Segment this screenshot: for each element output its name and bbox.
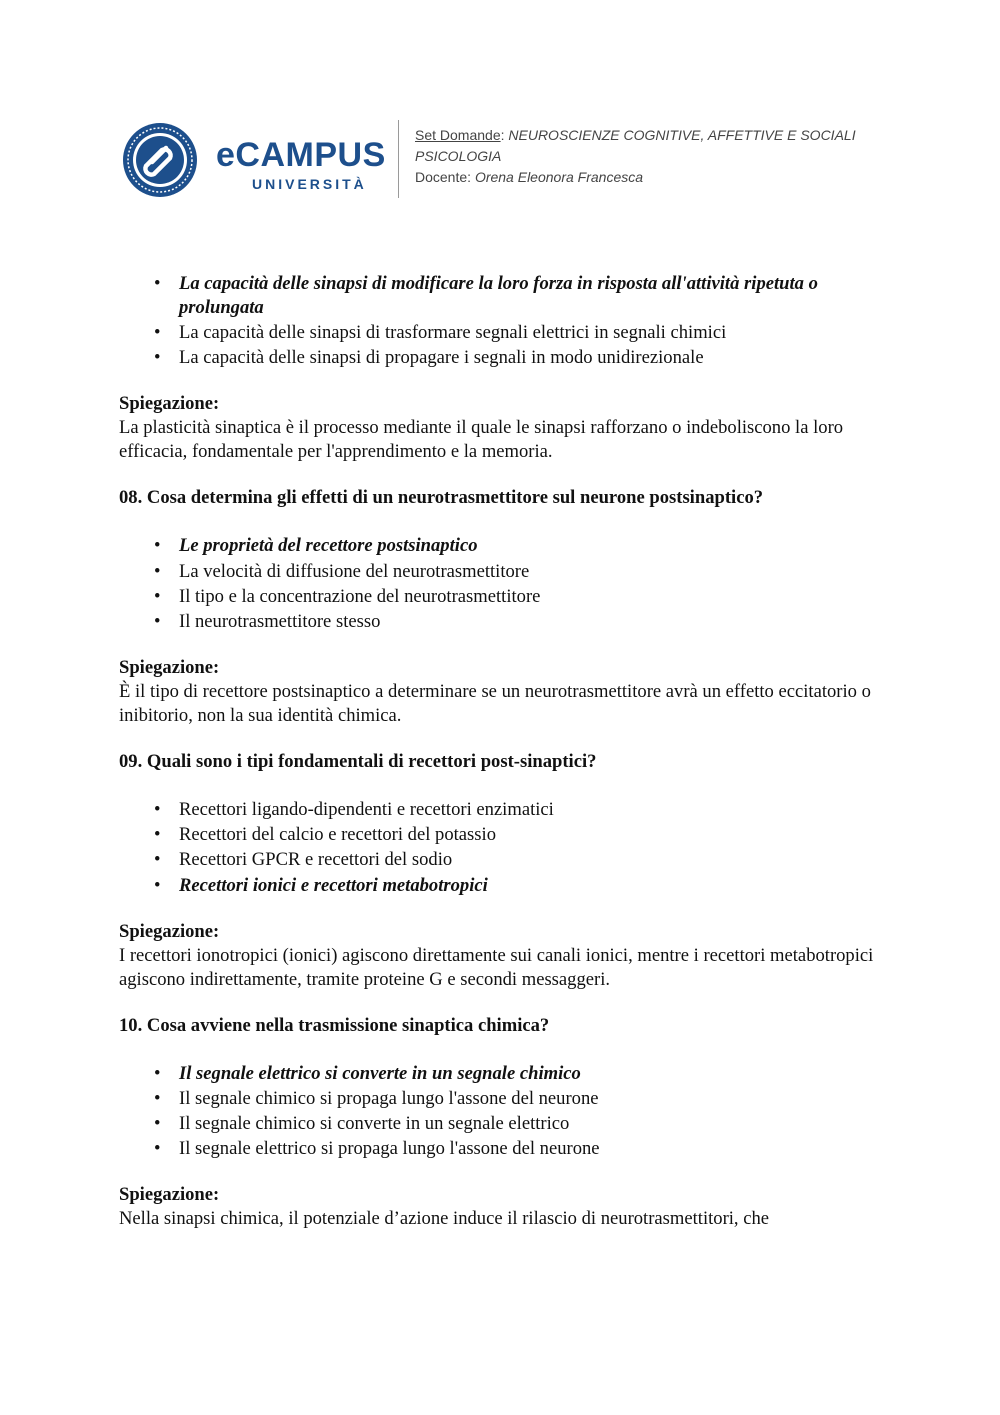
- option-item: [119, 321, 879, 345]
- option-list: [119, 798, 879, 898]
- option-item: [119, 560, 879, 584]
- option-item: [119, 1112, 879, 1136]
- bullet: •: [154, 874, 161, 896]
- option-item: [119, 874, 879, 898]
- bullet: •: [154, 560, 161, 582]
- bullet: •: [154, 273, 161, 294]
- option-text: La velocità di diffusione del neurotrasmettitore: [179, 560, 530, 582]
- option-item: [119, 1087, 879, 1111]
- logo-wordmark: eCAMPUS: [216, 136, 386, 174]
- option-item: [119, 346, 879, 370]
- option-list: [119, 534, 879, 634]
- question-title: 08. Cosa determina gli effetti di un neurotrasmettitore sul neurone postsinaptico?: [119, 487, 764, 509]
- option-list: [119, 1062, 879, 1162]
- header-divider: [398, 120, 399, 198]
- option-item: [119, 1137, 879, 1161]
- document-body: [119, 272, 879, 1231]
- option-text: La capacità delle sinapsi di propagare i segnali in modo unidirezionale: [179, 347, 704, 369]
- teacher-label: Docente: [415, 169, 468, 185]
- explanation-text: Nella sinapsi chimica, il potenziale d’azione induce il rilascio di neurotrasmettitori, che: [119, 1208, 770, 1230]
- explanation-title: Spiegazione:: [119, 920, 220, 942]
- question-title: 09. Quali sono i tipi fondamentali di recettori post-sinaptici?: [119, 750, 597, 772]
- option-item: [119, 1062, 879, 1086]
- logo-subtitle: UNIVERSITÀ: [252, 176, 367, 192]
- bullet: •: [154, 322, 161, 344]
- option-text: Il segnale chimico si propaga lungo l'assone del neurone: [179, 1087, 599, 1109]
- set-line: Set Domande: NEUROSCIENZE COGNITIVE, AFFETTIVE E SOCIALI: [415, 127, 856, 143]
- option-text: Recettori GPCR e recettori del sodio: [179, 849, 453, 871]
- option-text: Il segnale elettrico si converte in un segnale chimico: [179, 1062, 581, 1084]
- intro-option-list: [119, 272, 879, 370]
- option-text: Recettori del calcio e recettori del potassio: [179, 824, 496, 846]
- bullet: •: [154, 1062, 161, 1084]
- option-text: Il tipo e la concentrazione del neurotrasmettitore: [179, 585, 541, 607]
- course-line: [415, 146, 856, 167]
- set-label: Set Domande: [415, 127, 501, 143]
- bullet: •: [154, 849, 161, 871]
- explanation-title: Spiegazione:: [119, 656, 220, 678]
- explanation-text: La plasticità sinaptica è il processo mediante il quale le sinapsi rafforzano o indeboliscono la loro efficacia, fondamentale per l'apprendimento e la memoria.: [119, 417, 844, 463]
- option-text: La capacità delle sinapsi di trasformare segnali elettrici in segnali chimici: [179, 322, 727, 344]
- option-text: Le proprietà del recettore postsinaptico: [179, 535, 478, 557]
- explanation-title: Spiegazione:: [119, 393, 220, 415]
- option-item: [119, 585, 879, 609]
- bullet: •: [154, 1087, 161, 1109]
- course-name: PSICOLOGIA: [415, 148, 502, 164]
- bullet: •: [154, 798, 161, 820]
- option-item: [119, 610, 879, 634]
- bullet: •: [154, 535, 161, 557]
- option-text: Il neurotrasmettitore stesso: [179, 610, 381, 632]
- teacher-line: Docente: Orena Eleonora Francesca: [415, 169, 644, 185]
- teacher-name: Orena Eleonora Francesca: [474, 169, 644, 185]
- page-header: [120, 118, 900, 202]
- option-text: Recettori ionici e recettori metabotropici: [179, 874, 488, 896]
- ecampus-seal-logo: [122, 122, 198, 198]
- option-item: [119, 848, 879, 872]
- course-info: [415, 125, 856, 188]
- option-item: [119, 534, 879, 558]
- option-text: Il segnale elettrico si propaga lungo l'assone del neurone: [179, 1138, 600, 1160]
- bullet: •: [154, 1138, 161, 1160]
- explanation-title: Spiegazione:: [119, 1184, 220, 1206]
- explanation-text: È il tipo di recettore postsinaptico a determinare se un neurotrasmettitore avrà un effetto eccitatorio o inibitorio, non la sua identità chimica.: [119, 680, 871, 726]
- option-item: [119, 823, 879, 847]
- bullet: •: [154, 610, 161, 632]
- question-title: 10. Cosa avviene nella trasmissione sinaptica chimica?: [119, 1014, 550, 1036]
- bullet: •: [154, 585, 161, 607]
- option-text: Recettori ligando-dipendenti e recettori enzimatici: [179, 798, 554, 820]
- bullet: •: [154, 1112, 161, 1134]
- option-text: Il segnale chimico si converte in un segnale elettrico: [179, 1112, 570, 1134]
- bullet: •: [154, 347, 161, 369]
- bullet: •: [154, 824, 161, 846]
- set-value: NEUROSCIENZE COGNITIVE, AFFETTIVE E SOCIALI: [508, 127, 856, 143]
- option-text: La capacità delle sinapsi di modificare la loro forza in risposta all'attività ripetuta o prolungata: [179, 273, 818, 318]
- option-item: [119, 798, 879, 822]
- explanation-text: I recettori ionotropici (ionici) agiscono direttamente sui canali ionici, mentre i recettori metabotropici agiscono indirettamente, tramite proteine G e secondi messaggeri.: [119, 944, 874, 990]
- option-item: [119, 272, 879, 320]
